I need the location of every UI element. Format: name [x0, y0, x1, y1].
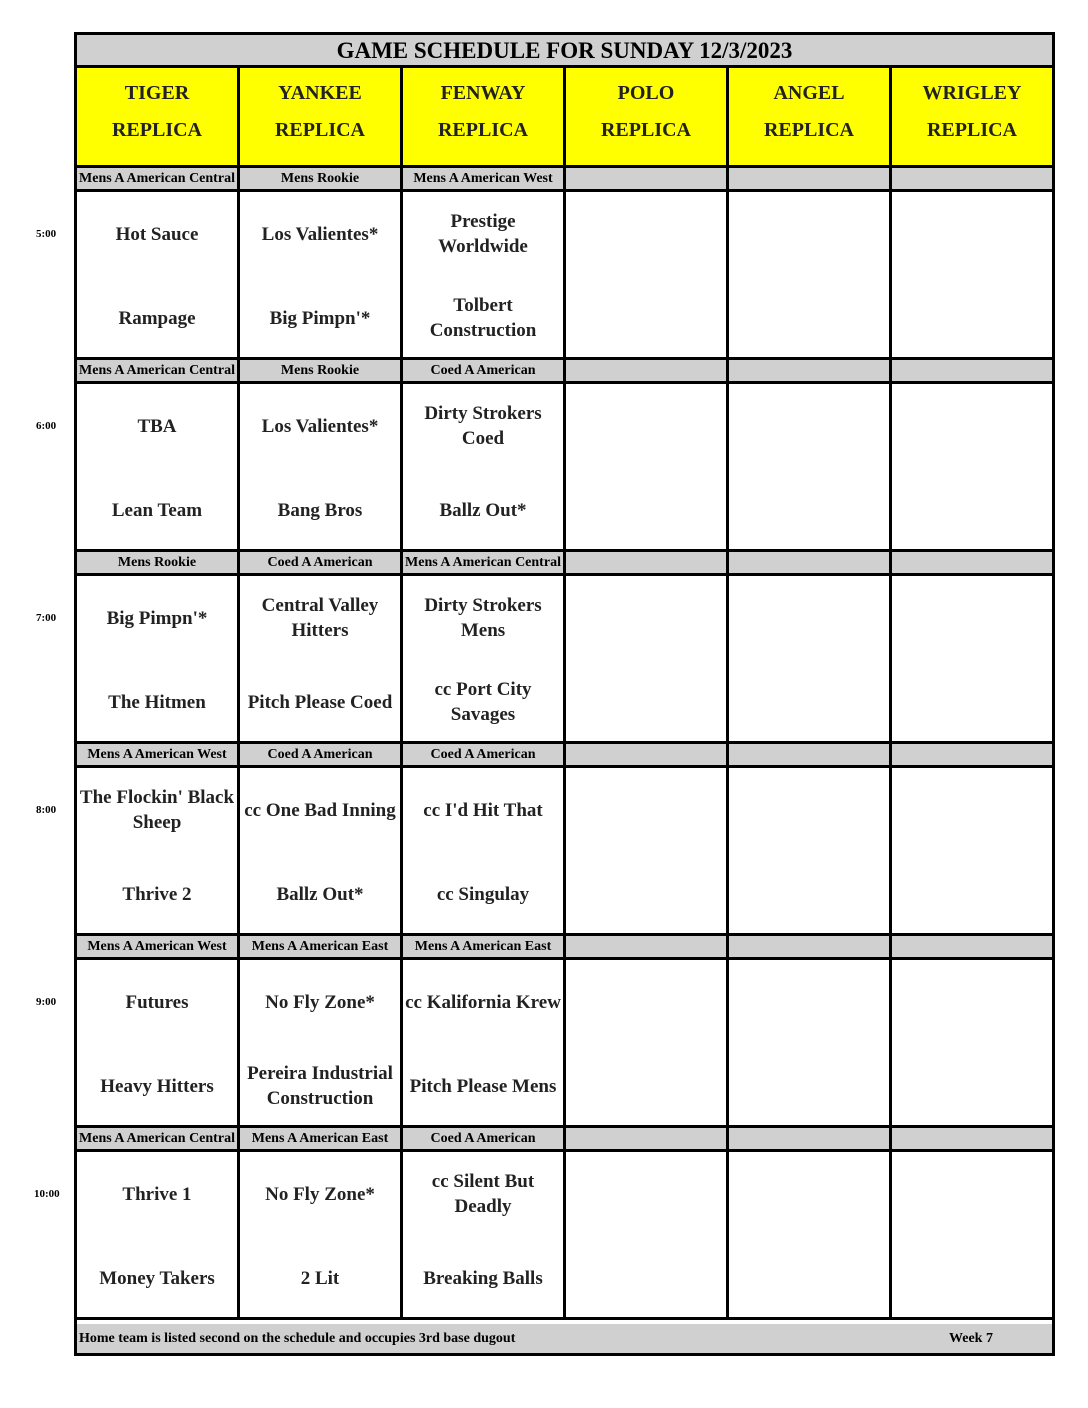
game-cell	[892, 384, 1052, 549]
game-cell	[892, 768, 1052, 933]
division-label	[892, 936, 1052, 957]
game-cell	[240, 1152, 400, 1317]
away-team: No Fly Zone*	[265, 1183, 375, 1205]
game-cell	[729, 192, 889, 357]
away-team	[894, 204, 1050, 264]
field-name: ANGEL	[773, 82, 845, 104]
game-cell	[566, 384, 726, 549]
division-label: Coed A American	[403, 360, 563, 381]
field-header-wrigley	[892, 68, 1052, 165]
away-team	[568, 588, 724, 648]
game-cell	[403, 960, 563, 1125]
away-team: Big Pimpn'*	[106, 607, 208, 629]
game-cell	[240, 768, 400, 933]
away-team: Futures	[125, 991, 189, 1013]
schedule-title: GAME SCHEDULE FOR SUNDAY 12/3/2023	[77, 35, 1052, 68]
home-team: Pitch Please Mens	[409, 1075, 557, 1097]
division-label	[892, 168, 1052, 189]
away-team	[731, 204, 887, 264]
home-team	[894, 288, 1050, 348]
field-subtitle: REPLICA	[274, 119, 365, 141]
home-team: Pereira Industrial Construction	[247, 1063, 393, 1109]
home-team: Pitch Please Coed	[247, 691, 393, 713]
division-label	[566, 1128, 726, 1149]
division-label	[566, 168, 726, 189]
division-label	[892, 552, 1052, 573]
home-team: cc Port City Savages	[434, 679, 532, 725]
footer-note: Home team is listed second on the schedule and occupies 3rd base dugout	[79, 1331, 516, 1346]
week-label: Week 7	[949, 1331, 993, 1346]
away-team: Hot Sauce	[115, 223, 199, 245]
division-label: Mens A American West	[77, 744, 237, 765]
game-cell	[77, 1152, 237, 1317]
game-cell	[729, 960, 889, 1125]
home-team	[568, 672, 724, 732]
game-cell	[566, 576, 726, 741]
game-cell	[77, 960, 237, 1125]
away-team	[731, 588, 887, 648]
division-label: Mens Rookie	[240, 360, 400, 381]
away-team: cc I'd Hit That	[423, 799, 543, 821]
home-team: Rampage	[118, 307, 196, 329]
field-name: WRIGLEY	[922, 82, 1022, 104]
away-team	[731, 396, 887, 456]
home-team: Money Takers	[99, 1267, 215, 1289]
away-team: No Fly Zone*	[265, 991, 375, 1013]
field-header-polo	[566, 68, 726, 165]
away-team: Dirty Strokers Mens	[424, 595, 542, 641]
division-label: Coed A American	[240, 744, 400, 765]
home-team: Heavy Hitters	[100, 1075, 214, 1097]
field-name: YANKEE	[278, 82, 362, 104]
time-slot-label: 8:00	[36, 804, 57, 816]
away-team	[731, 1164, 887, 1224]
away-team: Dirty Strokers Coed	[424, 403, 542, 449]
game-cell	[729, 384, 889, 549]
division-label: Mens Rookie	[77, 552, 237, 573]
division-label	[729, 552, 889, 573]
division-label: Mens A American Central	[77, 1128, 237, 1149]
home-team	[568, 288, 724, 348]
division-label	[566, 360, 726, 381]
game-cell	[77, 384, 237, 549]
game-cell	[892, 960, 1052, 1125]
game-cell	[892, 192, 1052, 357]
field-name: TIGER	[124, 82, 190, 104]
game-cell	[240, 960, 400, 1125]
home-team: Ballz Out*	[276, 883, 364, 905]
field-name: POLO	[617, 82, 675, 104]
home-team	[568, 864, 724, 924]
away-team: Central Valley Hitters	[261, 595, 379, 641]
division-label	[892, 1128, 1052, 1149]
game-cell	[403, 576, 563, 741]
home-team: Ballz Out*	[439, 499, 527, 521]
away-team: Los Valientes*	[261, 223, 379, 245]
home-team: The Hitmen	[108, 691, 206, 713]
schedule-table	[74, 32, 1055, 1356]
time-slot-label: 7:00	[36, 612, 57, 624]
division-label	[729, 168, 889, 189]
column-divider	[237, 68, 240, 1320]
home-team	[731, 1056, 887, 1116]
game-cell	[403, 768, 563, 933]
game-cell	[729, 576, 889, 741]
column-divider	[889, 68, 892, 1320]
division-label: Mens Rookie	[240, 168, 400, 189]
home-team	[568, 1248, 724, 1308]
game-cell	[729, 768, 889, 933]
home-team: Lean Team	[111, 499, 203, 521]
home-team: Tolbert Construction	[429, 295, 537, 341]
away-team	[568, 780, 724, 840]
away-team: cc Silent But Deadly	[431, 1171, 535, 1217]
division-label: Mens A American Central	[403, 552, 563, 573]
column-divider	[400, 68, 403, 1320]
game-cell	[566, 1152, 726, 1317]
division-label	[566, 744, 726, 765]
division-label: Mens A American East	[240, 936, 400, 957]
division-label	[729, 360, 889, 381]
division-label	[729, 1128, 889, 1149]
game-cell	[566, 192, 726, 357]
field-header-tiger	[77, 68, 237, 165]
division-label	[892, 744, 1052, 765]
game-cell	[892, 576, 1052, 741]
division-label: Mens A American West	[77, 936, 237, 957]
division-label	[729, 744, 889, 765]
division-label: Mens A American Central	[77, 168, 237, 189]
division-label: Coed A American	[403, 1128, 563, 1149]
away-team	[894, 588, 1050, 648]
away-team	[894, 1164, 1050, 1224]
division-label: Coed A American	[240, 552, 400, 573]
time-slot-label: 9:00	[36, 996, 57, 1008]
away-team: TBA	[137, 415, 177, 437]
home-team	[568, 480, 724, 540]
away-team	[894, 972, 1050, 1032]
field-header-yankee	[240, 68, 400, 165]
home-team	[894, 480, 1050, 540]
field-name: FENWAY	[440, 82, 526, 104]
footer-bar	[77, 1324, 1052, 1353]
game-cell	[77, 576, 237, 741]
game-cell	[240, 576, 400, 741]
field-header-fenway	[403, 68, 563, 165]
away-team: cc One Bad Inning	[244, 799, 396, 821]
field-subtitle: REPLICA	[437, 119, 528, 141]
home-team: Big Pimpn'*	[269, 307, 371, 329]
away-team	[731, 780, 887, 840]
field-subtitle: REPLICA	[111, 119, 202, 141]
game-cell	[403, 1152, 563, 1317]
home-team	[731, 672, 887, 732]
away-team	[894, 780, 1050, 840]
home-team: Thrive 2	[122, 883, 192, 905]
time-slot-label: 5:00	[36, 228, 57, 240]
division-label: Coed A American	[403, 744, 563, 765]
time-slot-label: 6:00	[36, 420, 57, 432]
home-team	[894, 1248, 1050, 1308]
away-team: The Flockin' Black Sheep	[79, 787, 235, 833]
game-cell	[403, 192, 563, 357]
away-team	[568, 972, 724, 1032]
game-cell	[240, 384, 400, 549]
home-team: cc Singulay	[436, 883, 530, 905]
division-label	[566, 936, 726, 957]
division-label	[729, 936, 889, 957]
home-team	[731, 288, 887, 348]
division-label: Mens A American East	[240, 1128, 400, 1149]
game-cell	[566, 960, 726, 1125]
home-team	[894, 1056, 1050, 1116]
home-team: Bang Bros	[277, 499, 363, 521]
home-team	[894, 672, 1050, 732]
away-team	[894, 396, 1050, 456]
game-cell	[566, 768, 726, 933]
field-header-angel	[729, 68, 889, 165]
away-team: Los Valientes*	[261, 415, 379, 437]
away-team	[568, 1164, 724, 1224]
division-label	[892, 360, 1052, 381]
away-team	[568, 396, 724, 456]
home-team	[731, 480, 887, 540]
home-team	[731, 1248, 887, 1308]
column-divider	[726, 68, 729, 1320]
column-divider	[563, 68, 566, 1320]
game-cell	[892, 1152, 1052, 1317]
home-team	[894, 864, 1050, 924]
field-subtitle: REPLICA	[926, 119, 1017, 141]
game-cell	[729, 1152, 889, 1317]
field-subtitle: REPLICA	[600, 119, 691, 141]
home-team	[568, 1056, 724, 1116]
away-team	[731, 972, 887, 1032]
division-label: Mens A American East	[403, 936, 563, 957]
time-slot-label: 10:00	[34, 1188, 60, 1200]
away-team: Prestige Worldwide	[438, 211, 528, 257]
game-cell	[240, 192, 400, 357]
away-team	[568, 204, 724, 264]
game-cell	[77, 768, 237, 933]
away-team: Thrive 1	[122, 1183, 192, 1205]
division-label: Mens A American Central	[77, 360, 237, 381]
division-label	[566, 552, 726, 573]
away-team: cc Kalifornia Krew	[405, 991, 561, 1013]
game-cell	[77, 192, 237, 357]
game-cell	[403, 384, 563, 549]
division-label: Mens A American West	[403, 168, 563, 189]
home-team: Breaking Balls	[423, 1267, 543, 1289]
home-team	[731, 864, 887, 924]
field-subtitle: REPLICA	[763, 119, 854, 141]
home-team: 2 Lit	[300, 1267, 340, 1289]
